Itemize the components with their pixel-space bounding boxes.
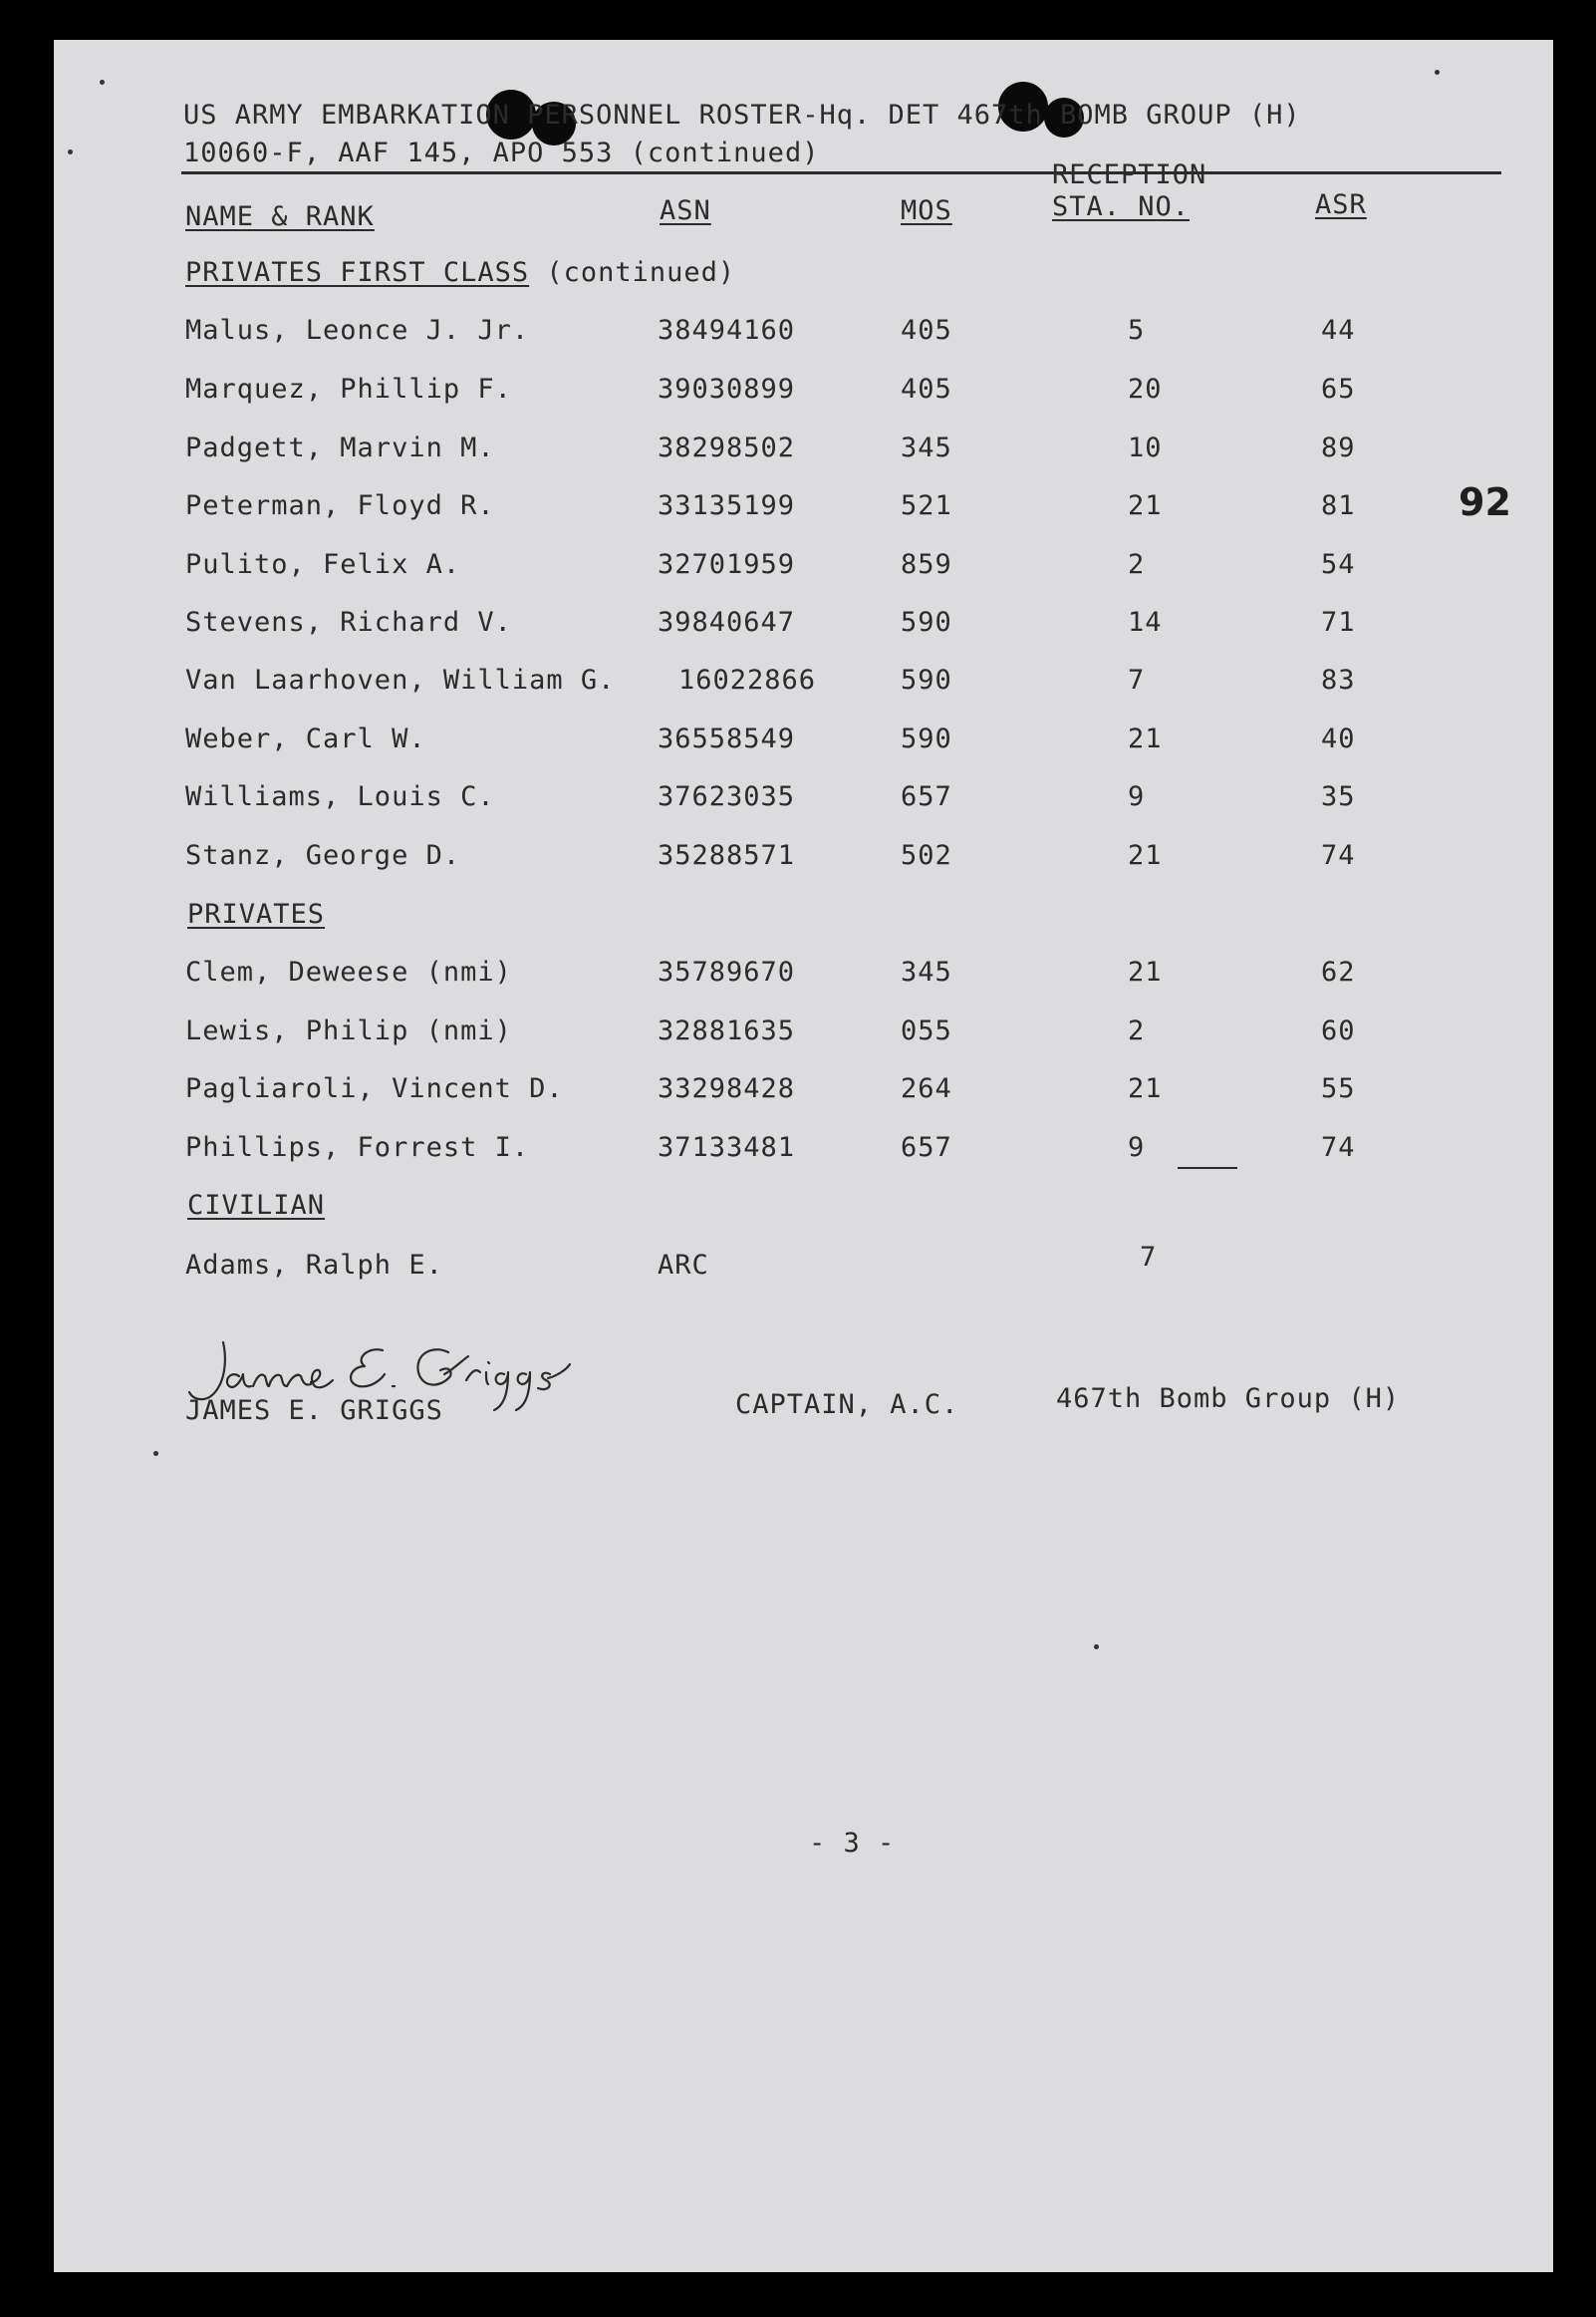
table-row bbox=[54, 374, 1553, 414]
speck bbox=[1094, 1644, 1099, 1649]
section-title-suffix: (continued) bbox=[546, 257, 736, 288]
cell-asn: 39840647 bbox=[658, 607, 796, 638]
column-header-sta-no: STA. NO. bbox=[1052, 191, 1191, 222]
cell-asn: 33135199 bbox=[658, 490, 796, 521]
cell-asn: 39030899 bbox=[658, 374, 796, 405]
cell-asn: 33298428 bbox=[658, 1073, 796, 1104]
cell-mos: 657 bbox=[901, 1132, 952, 1163]
cell-mos: 502 bbox=[901, 840, 952, 871]
cell-name: Phillips, Forrest I. bbox=[185, 1132, 530, 1163]
cell-asr: 40 bbox=[1321, 724, 1356, 754]
cell-asn: 35789670 bbox=[658, 957, 796, 988]
cell-sta: 21 bbox=[1128, 724, 1163, 754]
cell-asr: 81 bbox=[1321, 490, 1356, 521]
cell-name: Padgett, Marvin M. bbox=[185, 433, 495, 463]
cell-asn: 16022866 bbox=[678, 665, 817, 696]
roster-header-line2: 10060-F, AAF 145, APO 553 (continued) bbox=[183, 138, 820, 168]
section-title-civilian: CIVILIAN bbox=[187, 1190, 326, 1221]
cell-asn: 38494160 bbox=[658, 315, 796, 346]
cell-name: Marquez, Phillip F. bbox=[185, 374, 512, 405]
table-row bbox=[54, 957, 1553, 997]
officer-rank: CAPTAIN, A.C. bbox=[735, 1389, 959, 1420]
column-header-asr: ASR bbox=[1315, 189, 1367, 220]
table-row bbox=[54, 665, 1553, 705]
cell-sta: 20 bbox=[1128, 374, 1163, 405]
cell-asr: 83 bbox=[1321, 665, 1356, 696]
speck bbox=[68, 149, 73, 154]
cell-asn: 32701959 bbox=[658, 549, 796, 580]
cell-sta: 2 bbox=[1128, 549, 1146, 580]
cell-sta: 9 bbox=[1128, 781, 1146, 812]
cell-asn: 32881635 bbox=[658, 1015, 796, 1046]
table-row bbox=[54, 607, 1553, 647]
table-row bbox=[54, 490, 1553, 530]
table-row bbox=[54, 1242, 1553, 1290]
cell-sta: 21 bbox=[1128, 957, 1163, 988]
cell-asr: 55 bbox=[1321, 1073, 1356, 1104]
cell-asr: 44 bbox=[1321, 315, 1356, 346]
cell-asn: ARC bbox=[658, 1250, 709, 1281]
cell-mos: 590 bbox=[901, 724, 952, 754]
cell-mos: 405 bbox=[901, 374, 952, 405]
cell-name: Pagliaroli, Vincent D. bbox=[185, 1073, 564, 1104]
cell-name: Clem, Deweese (nmi) bbox=[185, 957, 512, 988]
cell-mos: 345 bbox=[901, 433, 952, 463]
page-number: 92 bbox=[1459, 480, 1511, 524]
speck bbox=[1435, 70, 1440, 75]
table-row bbox=[54, 840, 1553, 880]
cell-sta: 21 bbox=[1128, 1073, 1163, 1104]
cell-mos: 590 bbox=[901, 607, 952, 638]
speck bbox=[100, 80, 105, 85]
unit-name: 467th Bomb Group (H) bbox=[1056, 1383, 1401, 1414]
cell-asn: 38298502 bbox=[658, 433, 796, 463]
column-header-name: NAME & RANK bbox=[185, 201, 375, 232]
cell-asn: 37623035 bbox=[658, 781, 796, 812]
cell-asr: 71 bbox=[1321, 607, 1356, 638]
cell-name: Pulito, Felix A. bbox=[185, 549, 461, 580]
cell-mos: 055 bbox=[901, 1015, 952, 1046]
cell-mos: 859 bbox=[901, 549, 952, 580]
cell-asr: 74 bbox=[1321, 840, 1356, 871]
table-row bbox=[54, 433, 1553, 472]
cell-sta: 21 bbox=[1128, 840, 1163, 871]
cell-sta: 21 bbox=[1128, 490, 1163, 521]
cell-name: Lewis, Philip (nmi) bbox=[185, 1015, 512, 1046]
table-row bbox=[54, 1132, 1553, 1172]
cell-name: Adams, Ralph E. bbox=[185, 1250, 443, 1281]
cell-sta: 9 bbox=[1128, 1132, 1146, 1163]
cell-sta: 5 bbox=[1128, 315, 1146, 346]
section-title-privates: PRIVATES bbox=[187, 899, 326, 930]
roster-header-line1: US ARMY EMBARKATION PERSONNEL ROSTER-Hq. DET 467th BOMB GROUP (H) bbox=[183, 100, 1301, 131]
cell-asr: 65 bbox=[1321, 374, 1356, 405]
cell-name: Van Laarhoven, William G. bbox=[185, 665, 616, 696]
cell-sta: 14 bbox=[1128, 607, 1163, 638]
document-page bbox=[54, 40, 1553, 2272]
cell-asr: 54 bbox=[1321, 549, 1356, 580]
cell-mos: 657 bbox=[901, 781, 952, 812]
cell-asn: 35288571 bbox=[658, 840, 796, 871]
table-row bbox=[54, 781, 1553, 821]
cell-asr: 74 bbox=[1321, 1132, 1356, 1163]
section-title-text: PRIVATES FIRST CLASS bbox=[185, 257, 530, 288]
column-header-mos: MOS bbox=[901, 195, 952, 226]
speck bbox=[153, 1451, 158, 1456]
cell-name: Williams, Louis C. bbox=[185, 781, 495, 812]
cell-sta: 7 bbox=[1140, 1242, 1158, 1273]
section-title-pfc bbox=[185, 257, 735, 288]
cell-sta: 7 bbox=[1128, 665, 1146, 696]
cell-asn: 36558549 bbox=[658, 724, 796, 754]
cell-asn: 37133481 bbox=[658, 1132, 796, 1163]
cell-name: Peterman, Floyd R. bbox=[185, 490, 495, 521]
column-header-reception: RECEPTION bbox=[1052, 159, 1207, 190]
table-row bbox=[54, 315, 1553, 355]
cell-asr: 35 bbox=[1321, 781, 1356, 812]
stray-underline bbox=[1178, 1167, 1237, 1169]
table-row bbox=[54, 1073, 1553, 1113]
cell-mos: 345 bbox=[901, 957, 952, 988]
footer-page-mark: - 3 - bbox=[809, 1828, 896, 1859]
typed-name: JAMES E. GRIGGS bbox=[185, 1395, 443, 1426]
cell-mos: 264 bbox=[901, 1073, 952, 1104]
cell-asr: 60 bbox=[1321, 1015, 1356, 1046]
cell-mos: 590 bbox=[901, 665, 952, 696]
cell-name: Stevens, Richard V. bbox=[185, 607, 512, 638]
cell-mos: 521 bbox=[901, 490, 952, 521]
column-header-asn: ASN bbox=[660, 195, 711, 226]
cell-sta: 2 bbox=[1128, 1015, 1146, 1046]
cell-name: Stanz, George D. bbox=[185, 840, 461, 871]
cell-sta: 10 bbox=[1128, 433, 1163, 463]
table-row bbox=[54, 724, 1553, 763]
cell-asr: 62 bbox=[1321, 957, 1356, 988]
cell-name: Malus, Leonce J. Jr. bbox=[185, 315, 530, 346]
cell-mos: 405 bbox=[901, 315, 952, 346]
cell-asr: 89 bbox=[1321, 433, 1356, 463]
header-rule bbox=[181, 171, 1501, 174]
table-row bbox=[54, 1015, 1553, 1055]
cell-name: Weber, Carl W. bbox=[185, 724, 426, 754]
table-row bbox=[54, 549, 1553, 589]
